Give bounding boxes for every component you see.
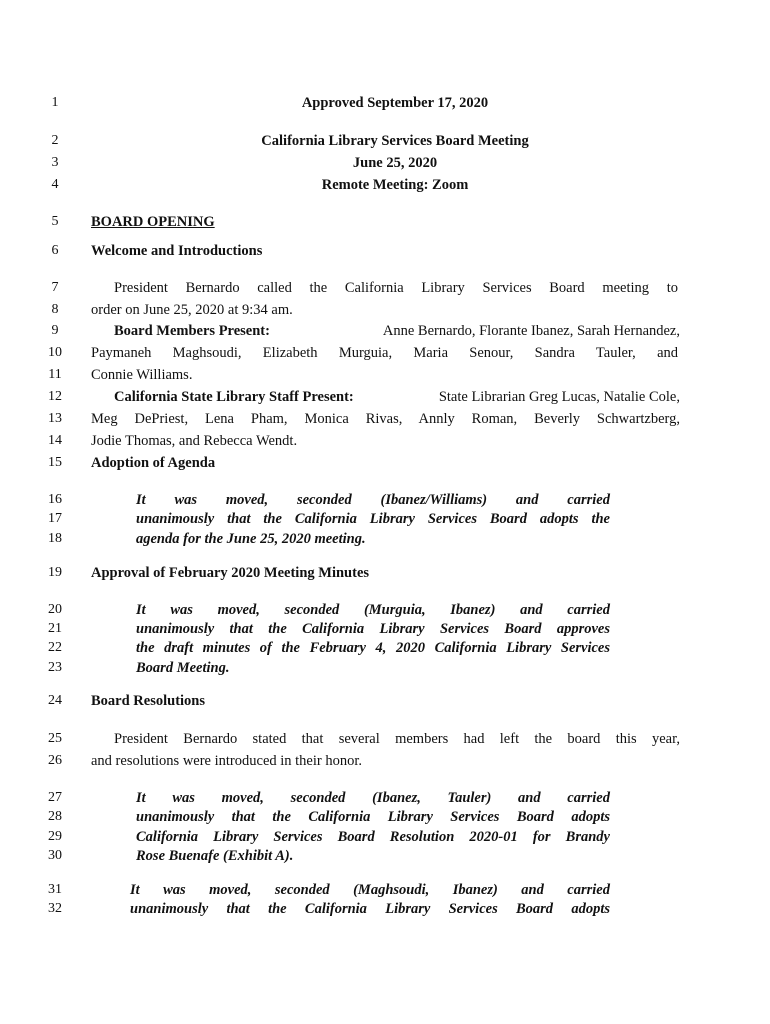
subsection-heading: Adoption of Agenda [91, 455, 216, 471]
line-number: 27 [48, 790, 62, 805]
line-number: 19 [48, 565, 62, 580]
line-number: 32 [48, 901, 62, 916]
approval-note: Approved September 17, 2020 [301, 95, 489, 111]
paragraph-line: Meg DePriest, Lena Pham, Monica Rivas, Annly Roman, Beverly Schwartzberg, [91, 411, 680, 427]
staff-line [114, 388, 680, 406]
paragraph-line: Connie Williams. [91, 367, 193, 383]
members-line [114, 322, 680, 340]
line-number: 25 [48, 731, 62, 746]
line-number: 10 [48, 345, 62, 360]
members-list: Anne Bernardo, Florante Ibanez, Sarah Hernandez, [382, 323, 680, 339]
document-title: California Library Services Board Meeting [261, 133, 529, 149]
line-number: 29 [48, 829, 62, 844]
line-number: 20 [48, 602, 62, 617]
motion-line: unanimously that the California Library Services Board approves [136, 621, 610, 637]
motion-line: Rose Buenafe (Exhibit A). [136, 848, 294, 864]
paragraph-line: order on June 25, 2020 at 9:34 am. [91, 302, 293, 318]
line-number: 13 [48, 411, 62, 426]
line-number: 22 [48, 640, 62, 655]
line-number: 6 [51, 243, 59, 258]
motion-line: the draft minutes of the February 4, 2020 California Library Services [136, 640, 610, 656]
line-number: 8 [51, 302, 59, 317]
line-number: 26 [48, 753, 62, 768]
meeting-date: June 25, 2020 [352, 155, 438, 171]
paragraph-line: and resolutions were introduced in their honor. [91, 753, 363, 769]
line-number: 21 [48, 621, 62, 636]
motion-line: California Library Services Board Resolution 2020-01 for Brandy [136, 829, 610, 845]
line-number: 15 [48, 455, 62, 470]
line-number: 7 [51, 280, 59, 295]
motion-line: It was moved, seconded (Murguia, Ibanez) and carried [136, 602, 610, 618]
staff-label: California State Library Staff Present: [114, 389, 354, 405]
motion-line: It was moved, seconded (Ibanez/Williams) and carried [136, 492, 610, 508]
paragraph-line: Paymaneh Maghsoudi, Elizabeth Murguia, Maria Senour, Sandra Tauler, and [91, 345, 678, 361]
line-number: 31 [48, 882, 62, 897]
line-number: 3 [51, 155, 59, 170]
motion-line: It was moved, seconded (Maghsoudi, Ibanez) and carried [130, 882, 610, 898]
meeting-location: Remote Meeting: Zoom [321, 177, 469, 193]
motion-line: unanimously that the California Library Services Board adopts [130, 901, 610, 917]
motion-line: Board Meeting. [136, 660, 230, 676]
line-number: 16 [48, 492, 62, 507]
line-number: 2 [51, 133, 59, 148]
line-number: 9 [51, 323, 59, 338]
staff-list: State Librarian Greg Lucas, Natalie Cole, [438, 389, 680, 405]
line-number: 24 [48, 693, 62, 708]
line-number: 17 [48, 511, 62, 526]
subsection-heading: Approval of February 2020 Meeting Minutes [91, 565, 370, 581]
line-number: 11 [48, 367, 62, 382]
paragraph-line: Jodie Thomas, and Rebecca Wendt. [91, 433, 298, 449]
paragraph-line: President Bernardo called the California Library Services Board meeting to [114, 280, 678, 296]
line-number: 5 [51, 214, 59, 229]
motion-line: It was moved, seconded (Ibanez, Tauler) and carried [136, 790, 610, 806]
line-number: 28 [48, 809, 62, 824]
line-number: 12 [48, 389, 62, 404]
line-number: 18 [48, 531, 62, 546]
line-number: 1 [51, 95, 59, 110]
section-heading: BOARD OPENING [91, 214, 215, 230]
line-number: 14 [48, 433, 62, 448]
motion-line: agenda for the June 25, 2020 meeting. [136, 531, 366, 547]
motion-line: unanimously that the California Library Services Board adopts [136, 809, 610, 825]
line-number: 4 [51, 177, 59, 192]
line-number: 30 [48, 848, 62, 863]
members-label: Board Members Present: [114, 323, 270, 339]
subsection-heading: Welcome and Introductions [91, 243, 263, 259]
motion-line: unanimously that the California Library Services Board adopts the [136, 511, 610, 527]
line-number: 23 [48, 660, 62, 675]
subsection-heading: Board Resolutions [91, 693, 206, 709]
paragraph-line: President Bernardo stated that several members had left the board this year, [114, 731, 680, 747]
